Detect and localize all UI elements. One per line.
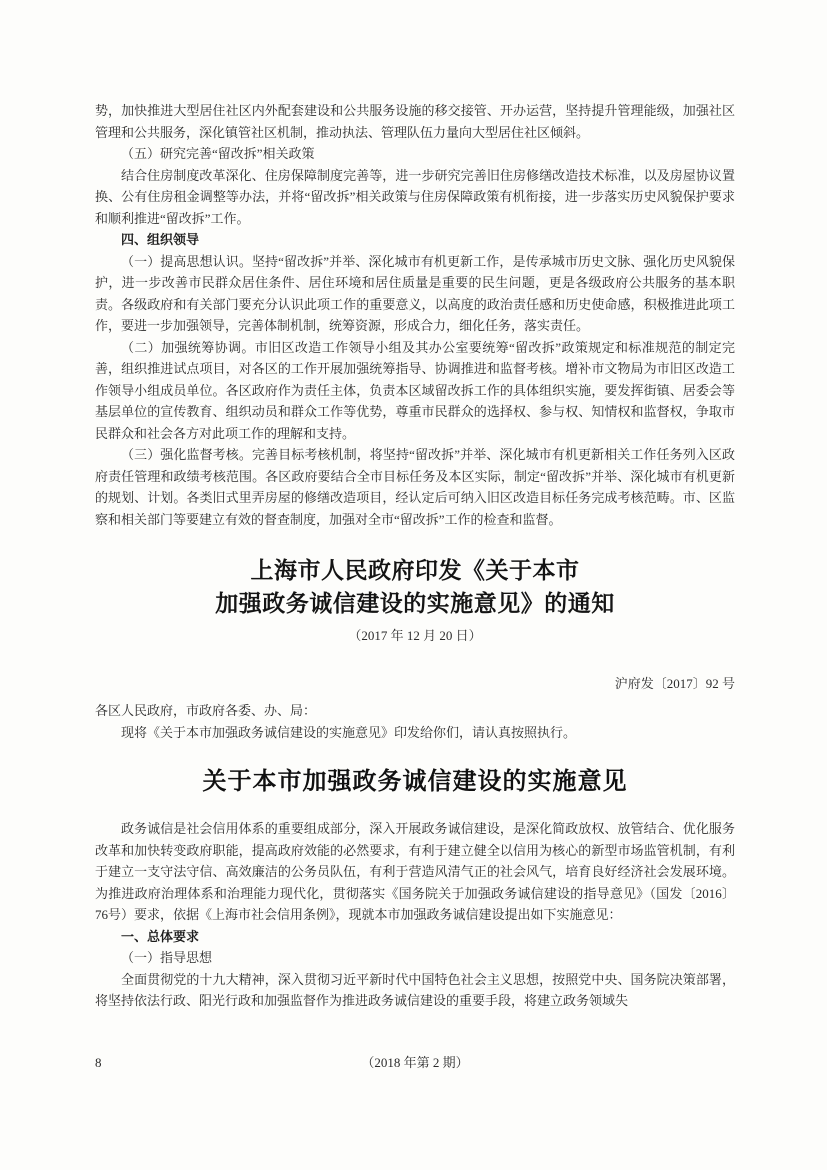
salutation: 各区人民政府，市政府各委、办、局： [95, 703, 317, 718]
page-footer [95, 1052, 735, 1074]
heading-part-4-organization: 四、组织领导 [121, 232, 200, 247]
page-content [95, 100, 735, 1012]
page-number: 8 [95, 1055, 102, 1070]
paragraph-sub-2: （二）加强统筹协调。市旧区改造工作领导小组及其办公室要统筹“留改拆”政策规定和标准规范的制定完善，组织推进试点项目，对各区的工作开展加强统筹指导、协调推进和监督考核。增补市文物局为市旧区改造工作领导小组成员单位。各区政府作为责任主体，负责本区域留改拆工作的具体组织实施，要发挥街镇、居委会等基层单位的宣传教育、组织动员和群众工作等优势，尊重市民群众的选择权、参与权、知情权和监督权，争取市民群众和社会各方对此项工作的理解和支持。 [95, 339, 735, 441]
paragraph-sub-1: （一）提高思想认识。坚持“留改拆”并举、深化城市有机更新工作，是传承城市历史文脉、强化历史风貌保护，进一步改善市民群众居住条件、居住环境和居住质量是重要的民生问题，更是各级政府公共服务的基本职责。各级政府和有关部门要充分认识此项工作的重要意义，以高度的政治责任感和历史使命感，积极推进此项工作，要进一步加强领导，完善体制机制，统筹资源，形成合力，细化任务，落实责任。 [95, 253, 735, 333]
notice-date: （2017 年 12 月 20 日） [348, 628, 482, 643]
paragraph-intro: 政务诚信是社会信用体系的重要组成部分，深入开展政务诚信建设，是深化简政放权、放管结合、优化服务改革和加快转变政府职能，提高政府效能的必然要求，有利于建立健全以信用为核心的新型市场监管机制，有利于建立一支守法守信、高效廉洁的公务员队伍，有利于营造风清气正的社会风气，培育良好经济社会发展环境。为推进政府治理体系和治理能力现代化，贯彻落实《国务院关于加强政务诚信建设的指导意见》（国发〔2016〕76号）要求，依据《上海市社会信用条例》，现就本市加强政务诚信建设提出如下实施意见： [95, 821, 735, 922]
paragraph-sub-3: （三）强化监督考核。完善目标考核机制，将坚持“留改拆”并举、深化城市有机更新相关工作任务列入区政府责任管理和政绩考核范围。各区政府要结合全市目标任务及本区实际，制定“留改拆”并举、深化城市有机更新的规划、计划。各类旧式里弄房屋的修缮改造项目，经认定后可纳入旧区改造目标任务完成考核范畴。市、区监察和相关部门等要建立有效的督查制度，加强对全市“留改拆”工作的检查和监督。 [95, 447, 735, 527]
heading-guiding-ideology: （一）指导思想 [121, 950, 213, 965]
heading-item-5: （五）研究完善“留改拆”相关政策 [121, 146, 315, 161]
paragraph-item-5-body: 结合住房制度改革深化、住房保障制度完善等，进一步研究完善旧住房修缮改造技术标准，以及房屋协议置换、公有住房租金调整等办法，并将“留改拆”相关政策与住房保障政策有机衔接，进一步落实历史风貌保护要求和顺利推进“留改拆”工作。 [95, 167, 735, 226]
issue-label: （2018 年第 2 期） [361, 1055, 469, 1070]
notice-title-line-1: 上海市人民政府印发《关于本市 [250, 558, 580, 583]
notice-title-line-2: 加强政务诚信建设的实施意见》的通知 [215, 591, 615, 616]
paragraph-forwarding: 现将《关于本市加强政务诚信建设的实施意见》印发给你们，请认真按照执行。 [121, 724, 577, 740]
heading-overall-requirements: 一、总体要求 [121, 928, 200, 944]
document-number: 沪府发〔2017〕92 号 [614, 675, 735, 691]
paragraph-continuation: 势，加快推进大型居住社区内外配套建设和公共服务设施的移交接管、开办运营，坚持提升管理能级，加强社区管理和公共服务，深化镇管社区机制，推动执法、管理队伍力量向大型居住社区倾斜。 [95, 103, 735, 140]
paragraph-guiding-ideology: 全面贯彻党的十九大精神，深入贯彻习近平新时代中国特色社会主义思想，按照党中央、国务院决策部署，将坚持依法行政、阳光行政和加强监督作为推进政务诚信建设的重要手段，将建立政务领域失 [95, 971, 735, 1008]
implementation-opinion-title: 关于本市加强政务诚信建设的实施意见 [202, 768, 628, 795]
notice-title [95, 554, 735, 620]
